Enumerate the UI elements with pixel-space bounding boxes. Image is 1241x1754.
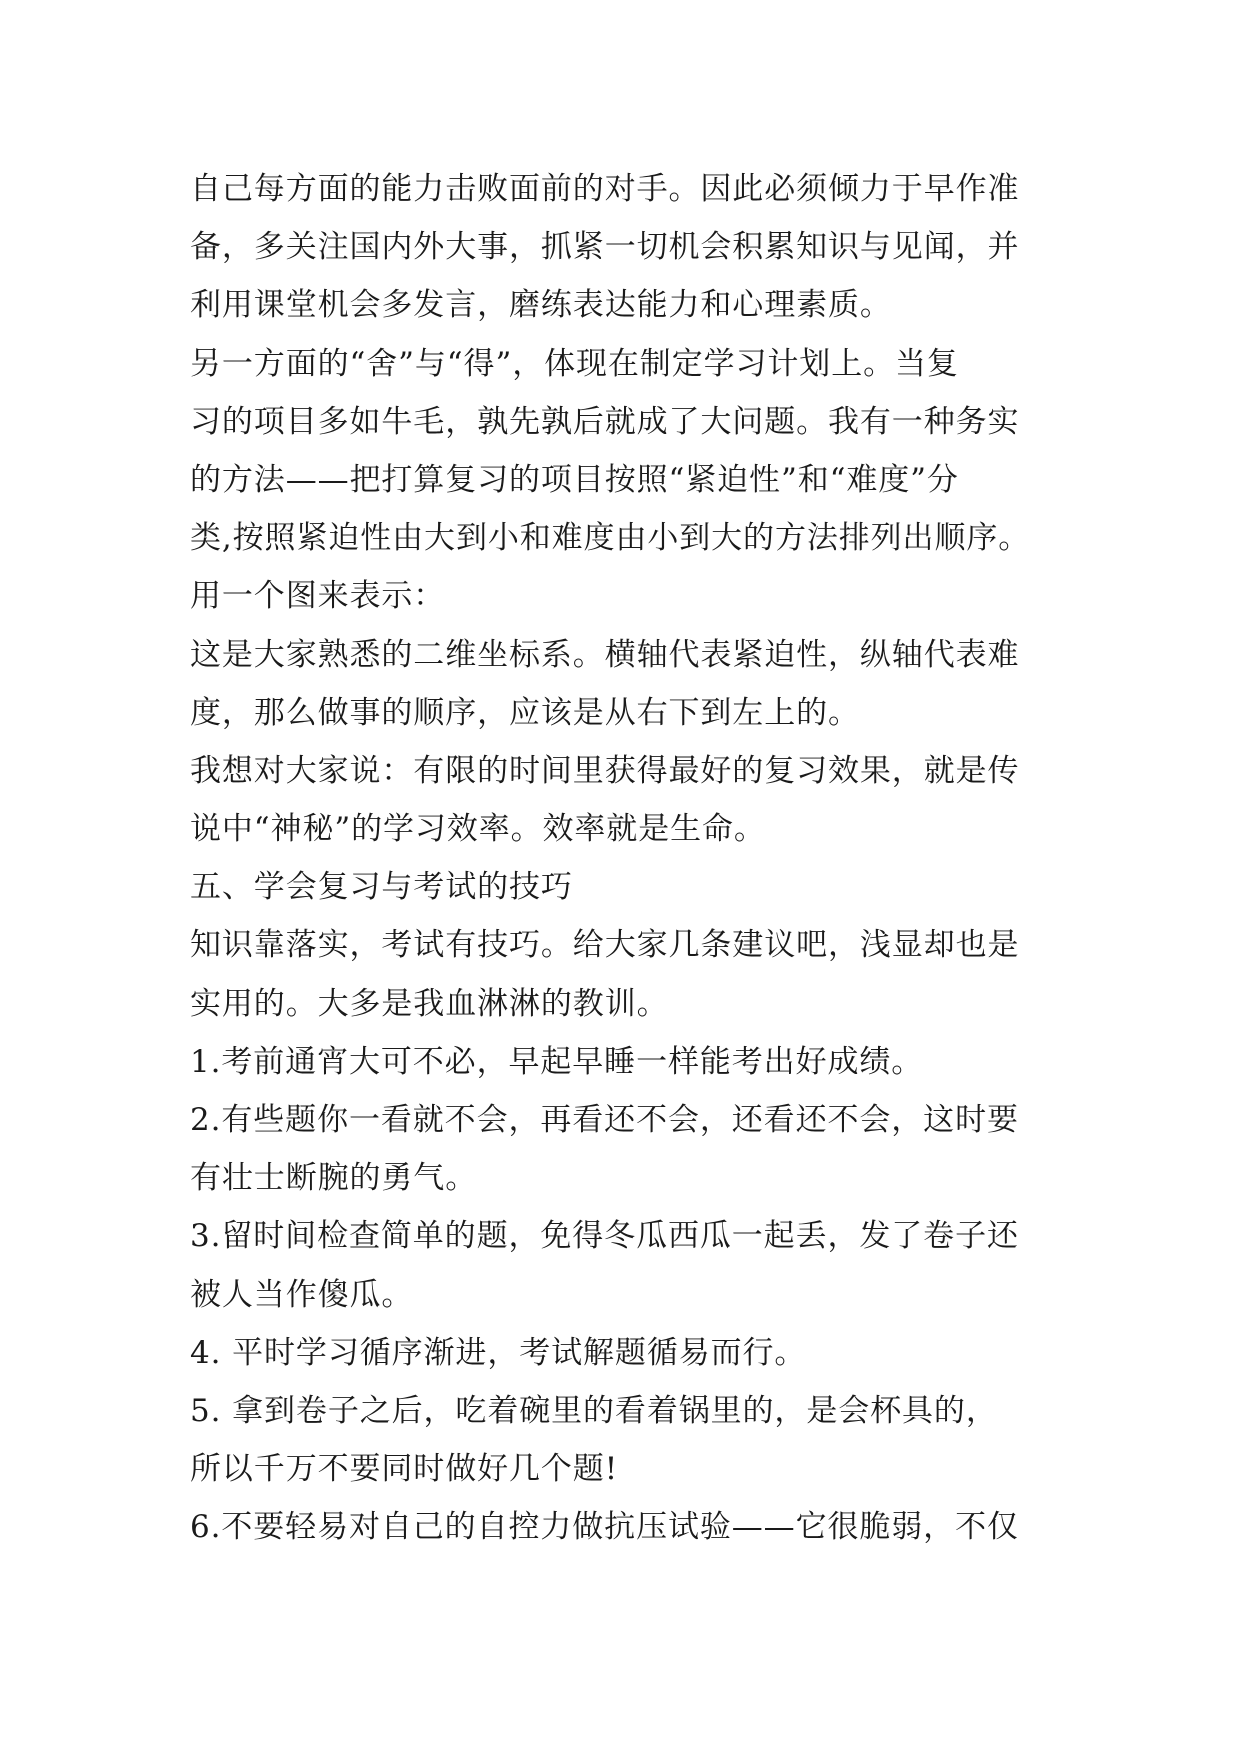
text-line: 备，多关注国内外大事，抓紧一切机会积累知识与见闻，并 (190, 229, 1020, 266)
text-line: 度，那么做事的顺序，应该是从右下到左上的。 (190, 694, 860, 731)
text-line: 这是大家熟悉的二维坐标系。横轴代表紧迫性，纵轴代表难 (190, 636, 1020, 673)
list-item: 3.留时间检查简单的题，免得冬瓜西瓜一起丢，发了卷子还 (190, 1218, 1019, 1255)
text-line: 自己每方面的能力击败面前的对手。因此必须倾力于早作准 (190, 171, 1020, 207)
list-item: 4. 平时学习循序渐进，考试解题循易而行。 (190, 1334, 807, 1371)
section-heading: 五、学会复习与考试的技巧 (190, 869, 573, 906)
text-line: 习的项目多如牛毛，孰先孰后就成了大问题。我有一种务实 (190, 403, 1020, 440)
text-line: 说中“神秘”的学习效率。效率就是生命。 (190, 811, 766, 848)
list-item: 1.考前通宵大可不必，早起早睡一样能考出好成绩。 (190, 1043, 924, 1080)
text-line: 的方法——把打算复习的项目按照“紧迫性”和“难度”分 (190, 461, 959, 498)
list-item: 2.有些题你一看就不会，再看还不会，还看还不会，这时要 (190, 1102, 1019, 1138)
list-item: 6.不要轻易对自己的自控力做抗压试验——它很脆弱，不仅 (190, 1509, 1019, 1546)
text-line: 我想对大家说：有限的时间里获得最好的复习效果，就是传 (190, 752, 1020, 789)
text-line: 被人当作傻瓜。 (190, 1276, 414, 1313)
text-line: 有壮士断腕的勇气。 (190, 1160, 478, 1197)
text-line: 另一方面的“舍”与“得”，体现在制定学习计划上。当复 (190, 345, 959, 382)
document-body (190, 160, 1060, 1557)
text-line: 利用课堂机会多发言，磨练表达能力和心理素质。 (190, 287, 892, 324)
text-line: 所以千万不要同时做好几个题! (190, 1451, 619, 1488)
text-line: 实用的。大多是我血淋淋的教训。 (190, 985, 669, 1022)
text-line: 类,按照紧迫性由大到小和难度由小到大的方法排列出顺序。 (190, 520, 1031, 557)
text-line: 知识靠落实，考试有技巧。给大家几条建议吧，浅显却也是 (190, 927, 1020, 964)
list-item: 5. 拿到卷子之后，吃着碗里的看着锅里的，是会杯具的， (190, 1392, 998, 1429)
text-line: 用一个图来表示： (190, 578, 446, 615)
